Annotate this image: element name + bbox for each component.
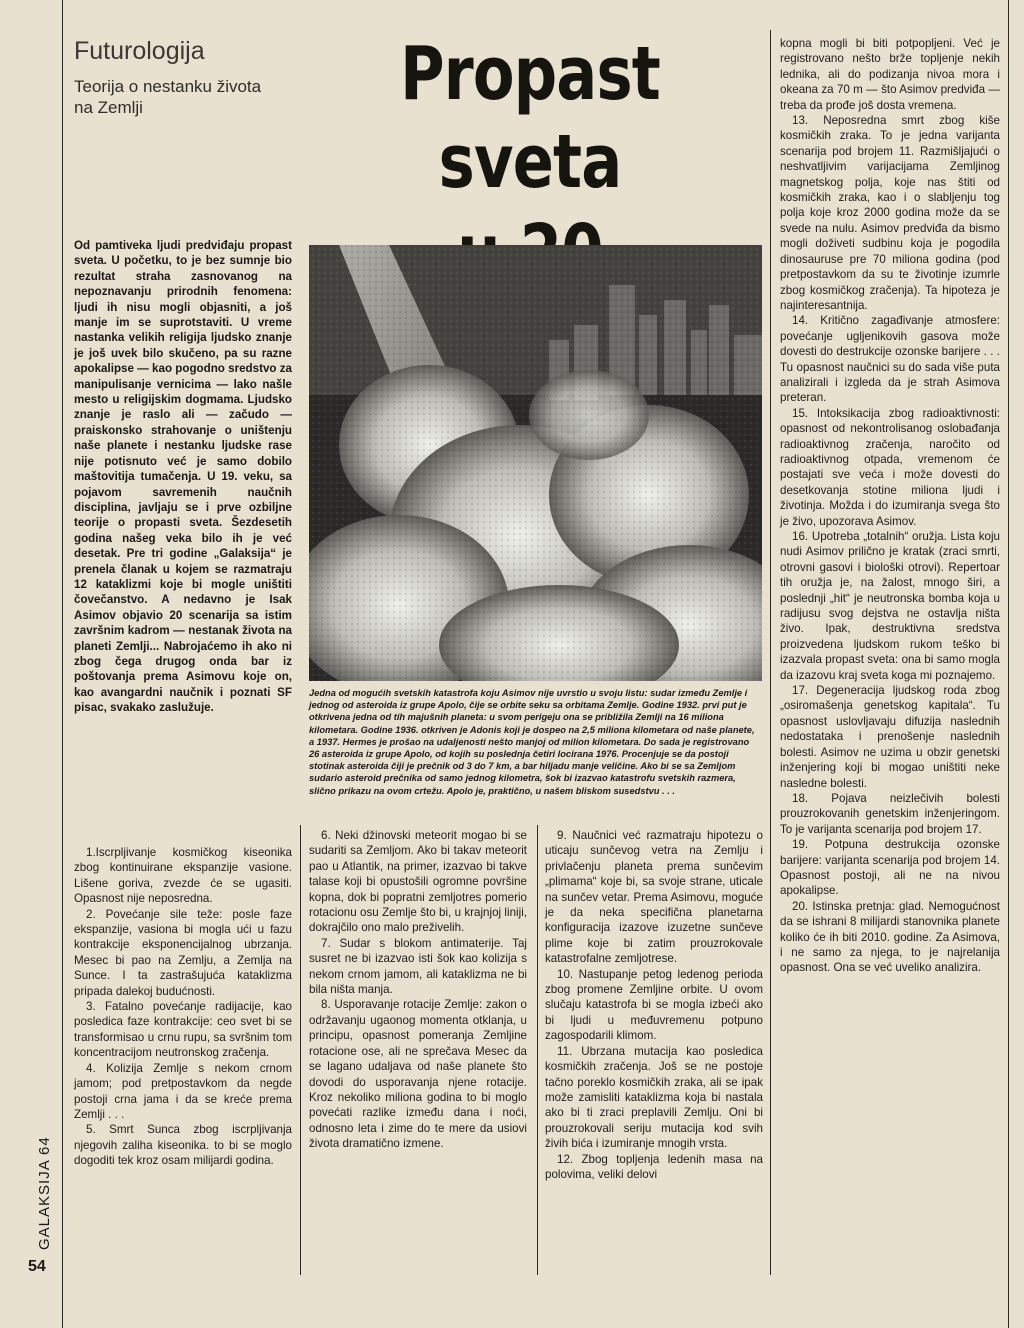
list-item: 16. Upotreba „totalnih“ oružja. Lista koju nudi Asimov prilično je kratak (zraci smrti, otrovni gasovi i biološki otrovi). Repertoar tih oružja je, na žalost, mnogo širi, a poslednji „hit“ je neutronska bomba koja u radijusu svog dejstva ne ostavlja ništa živo. Ipak, destruktivna sredstva proizvedena ljudskom rukom teško bi izazvala propast sveta: ona bi samo mogla da izazovu kraj sveta koga mi poznajemo. — [780, 530, 1000, 682]
list-item: 18. Pojava neizlečivih bolesti prouzrokovanih genetskim inženjeringom. To je varijanta scenarija pod brojem 17. — [780, 791, 1000, 836]
section-header — [74, 38, 279, 118]
list-item: 15. Intoksikacija zbog radioaktivnosti: opasnost od nekontrolisanog oslobađanja radioaktivnog zračenja, naročito od radioaktivnog otpada, vremenom će postajati sve veća i može dovesti do desetkovanja stotine miliona ljudi i životinja. Možda i do izumiranja svega što je živo, upozorava Asimov. — [780, 406, 1000, 528]
column-rule-3 — [770, 30, 771, 1275]
list-item: 5. Smrt Sunca zbog iscrpljivanja njegovih zaliha kiseonika. to bi se moglo dogoditi tek kroz osam milijardi godina. — [74, 1123, 292, 1168]
list-item: 6. Neki džinovski meteorit mogao bi se sudariti sa Zemljom. Ako bi takav meteorit pao u Atlantik, na primer, izazvao bi takve talase koji bi opustošili ogromne površine kopna, dok bi popratni zemljotres pomerio rotacionu osu Zemlje što bi, u krajnjoj liniji, dokrajčilo ono malo preživelih. — [309, 829, 527, 935]
column-rule-2 — [537, 825, 538, 1275]
left-margin-rule — [62, 0, 63, 1328]
column-1 — [74, 845, 292, 1169]
column-rule-1 — [300, 825, 301, 1275]
list-item: 2. Povećanje sile teže: posle faze ekspanzije, vasiona bi mogla ući u fazu kontrakcije eksponencijalnog ubrzanja. Mesec bi pao na Zemlju, a Zemlja na Sunce. I ta zastrašujuća kataklizma pripada dalekoj budućnosti. — [74, 907, 292, 998]
column-4 — [780, 36, 1000, 976]
photo-caption: Jedna od mogućih svetskih katastrofa koju Asimov nije uvrstio u svoju listu: sudar između Zemlje i jednog od asteroida iz grupe Apolo, čije se orbite seku sa orbitama Zemlje. Godine 1932. prvi put je otkrivena jedna od tih majušnih planeta: u svom perigeju ona se približila Zemlji na 16 miliona kilometara. Godine 1936. otkriven je Adonis koji je dospeo na 2,5 miliona kilometara od naše planete, a 1937. Hermes je prošao na udaljenosti nešto manjoj od milion kilometara. Do sada je registrovano 26 asteroida iz grupe Apolo, od kojih su poslednja četiri locirana 1976. Procenjuje se da postoji stotinak asteroida čiji je prečnik od 3 do 7 km, a bar hiljadu manje veličine. Ako bi se sa Zemljom sudario asteroid prečnika od samo jednog kilometra, šok bi izazvao katastrofu svetskih razmera, slično prikazu na ovom crtežu. Apolo je, praktično, u našem bliskom susedstvu . . . — [309, 688, 755, 796]
list-item: 20. Istinska pretnja: glad. Nemogućnost da se ishrani 8 milijardi stanovnika planete koliko će ih biti 2010. godine. Za Asimova, i ne samo za njega, to je najrelanija opasnost. Ona se već uveliko analizira. — [780, 899, 1000, 975]
magazine-name-vertical: GALAKSIJA 64 — [36, 1136, 53, 1250]
list-item: 13. Neposredna smrt zbog kiše kosmičkih zraka. To je jedna varijanta scenarija pod brojem 11. Razmišljajući o neshvatljivim varijacijama Zemljinog magnetskog polja, koje nas štiti od kosmičkih zraka, kao i o slabljenju tog polja koje kroz 2000 godina može da se svede na nulu. Asimov predviđa da bismo mogli doživeti sudbinu koja je pogodila dinosauruse pre 70 miliona godina (pod pretpostavkom da su te životinje izumrle zbog kosmičkog zračenja). Ta hipoteza je najinteresantnija. — [780, 114, 1000, 312]
column-2 — [309, 828, 527, 1152]
list-item: 10. Nastupanje petog ledenog perioda zbog promene Zemljine orbite. U ovom slučaju katastrofa bi se mogla izbeći ako bi ljudi u međuvremenu potpuno zagospodarili klimom. — [545, 967, 763, 1043]
list-item: 1.Iscrpljivanje kosmičkog kiseonika zbog kontinuirane ekspanzije vasione. Lišene goriva, zvezde će se ugasiti. Opasnost nije neposredna. — [74, 846, 292, 906]
list-item: kopna mogli bi biti potpoplјeni. Već je registrovano nešto brže topljenje nekih lednika, ali do podizanja nivoa mora i okeana za 70 m — što Asimov predviđa — treba da prođe još dosta vremena. — [780, 37, 1000, 112]
list-item: 19. Potpuna destrukcija ozonske barijere: varijanta scenarija pod brojem 14. Opasnost postoji, ali ne na nivou apokalipse. — [780, 838, 1000, 898]
list-item: 14. Kritično zagađivanje atmosfere: povećanje ugljenikovih gasova može dovesti do destrukcije ozonske barijere . . . Tu opasnost naučnici su do sada više puta analizirali i izgleda da je strah Asimova preteran. — [780, 314, 1000, 405]
list-item: 3. Fatalno povećanje radijacije, kao posledica faze kontrakcije: ceo svet bi se transformisao u crnu rupu, sa svršnim tom koncentracijom neutronskog zračenja. — [74, 1000, 292, 1060]
headline-line-1: Propast sveta — [400, 31, 660, 205]
list-item: 4. Kolizija Zemlje s nekom crnom jamom; pod pretpostavkom da negde postoji crna jama i da se kreće prema Zemlji . . . — [74, 1061, 292, 1121]
right-margin-rule — [1008, 0, 1009, 1328]
section-subtitle: Teorija o nestanku života na Zemlji — [74, 76, 262, 117]
column-3 — [545, 828, 763, 1182]
list-item: 7. Sudar s blokom antimaterije. Taj susret ne bi izazvao isti šok kao kolizija s nekom crnom jamom, ali kataklizma ne bi bila ništa manja. — [309, 936, 527, 997]
list-item: 8. Usporavanje rotacije Zemlje: zakon o održavanju ugaonog momenta otklanja, u principu, opasnost pomeranja Zemljine rotacione ose, ali ne sprečava Mesec da se lagano udaljava od naše planete što dovodi do usporavanja njene rotacije. Kroz nekoliko miliona godina to bi moglo povećati razlike između dana i noći, odnosno leta i zime do te mere da usiovi života dramatično izmene. — [309, 998, 527, 1151]
section-kicker: Futurologija — [74, 37, 205, 65]
photo-illustration — [309, 245, 762, 681]
list-item: 12. Zbog topljenja ledenih masa na polovima, veliki delovi — [545, 1152, 763, 1181]
list-item: 9. Naučnici već razmatraju hipotezu o uticaju sunčevog vetra na Zemlju i privlačenju planeta prema sunčevim „plimama“ koje bi, sa svoje strane, uticale na sunčev vetar. Prema Asimovu, moguće je da neka specifična planetarna konfiguracija izazove izuzetne sunčeve plime koje bi zatim prouzrokovale katastrofalne zemljotrese. — [545, 829, 763, 966]
list-item: 11. Ubrzana mutacija kao posledica kosmičkih zračenja. Još se ne postoje tačno poreklo kosmičkih zraka, ali se ipak može zamisliti kataklizma koja bi nastala ako bi ti zraci preplavili Zemlju. Oni bi prouzrokovali seriju mutacija kod svih živih bića i izumiranje mnogih vrsta. — [545, 1044, 763, 1151]
list-item: 17. Degeneracija ljudskog roda zbog „osiromašenja genetskog kapitala“. Tu opasnost uslovljavaju difuzija naslednih nedostataka i prenošenje naslednih bolesti. Asimov ne uzima u obzir genetski inženjering koji bi mogao uništiti neke nasledne bolesti. — [780, 684, 1000, 790]
illustration-asteroid-impact — [309, 245, 762, 681]
page-number: 54 — [28, 1258, 46, 1275]
lead-paragraph: Od pamtiveka ljudi predviđaju propast sveta. U početku, to je bez sumnje bio rezultat straha zasnovanog na nepoznavanju prirodnih fenomena: ljudi ih nisu mogli objasniti, a još manje im se suprotstaviti. U vreme nastanka velikih religija ljudsko znanje je još uvek bilo skučeno, pa su razne apokalipse — kao pogodno sredstvo za manipulisanje vernicima — lako našle mesto u religijskim dogmama. Ljudsko znanje je raslo ali — začudo — praiskonsko strahovanje o uništenju naše planete i nestanku ljudske rase nije potisnuto već je samo dobilo maštovitija tumačenja. U 19. veku, sa pojavom savremenih naučnih disciplina, javljaju se i prve ozbiljne teorije o propasti sveta. Šezdesetih godina našeg veka bilo ih je već desetak. Pre tri godine „Galaksija“ je prenela članak u kojem se razmatraju 12 kataklizmi koje bi mogle uništiti čovečanstvo. A nedavno je Isak Asimov objavio 20 scenarija sa istim završnim kadrom — nestanak života na planeti Zemlji... Nabrojaćemo ih ako ni zbog čega drugog onda bar iz poštovanja prema Asimovu koje on, kao avangardni naučnik i poznati SF pisac, svakako zaslužuje. — [74, 239, 292, 715]
